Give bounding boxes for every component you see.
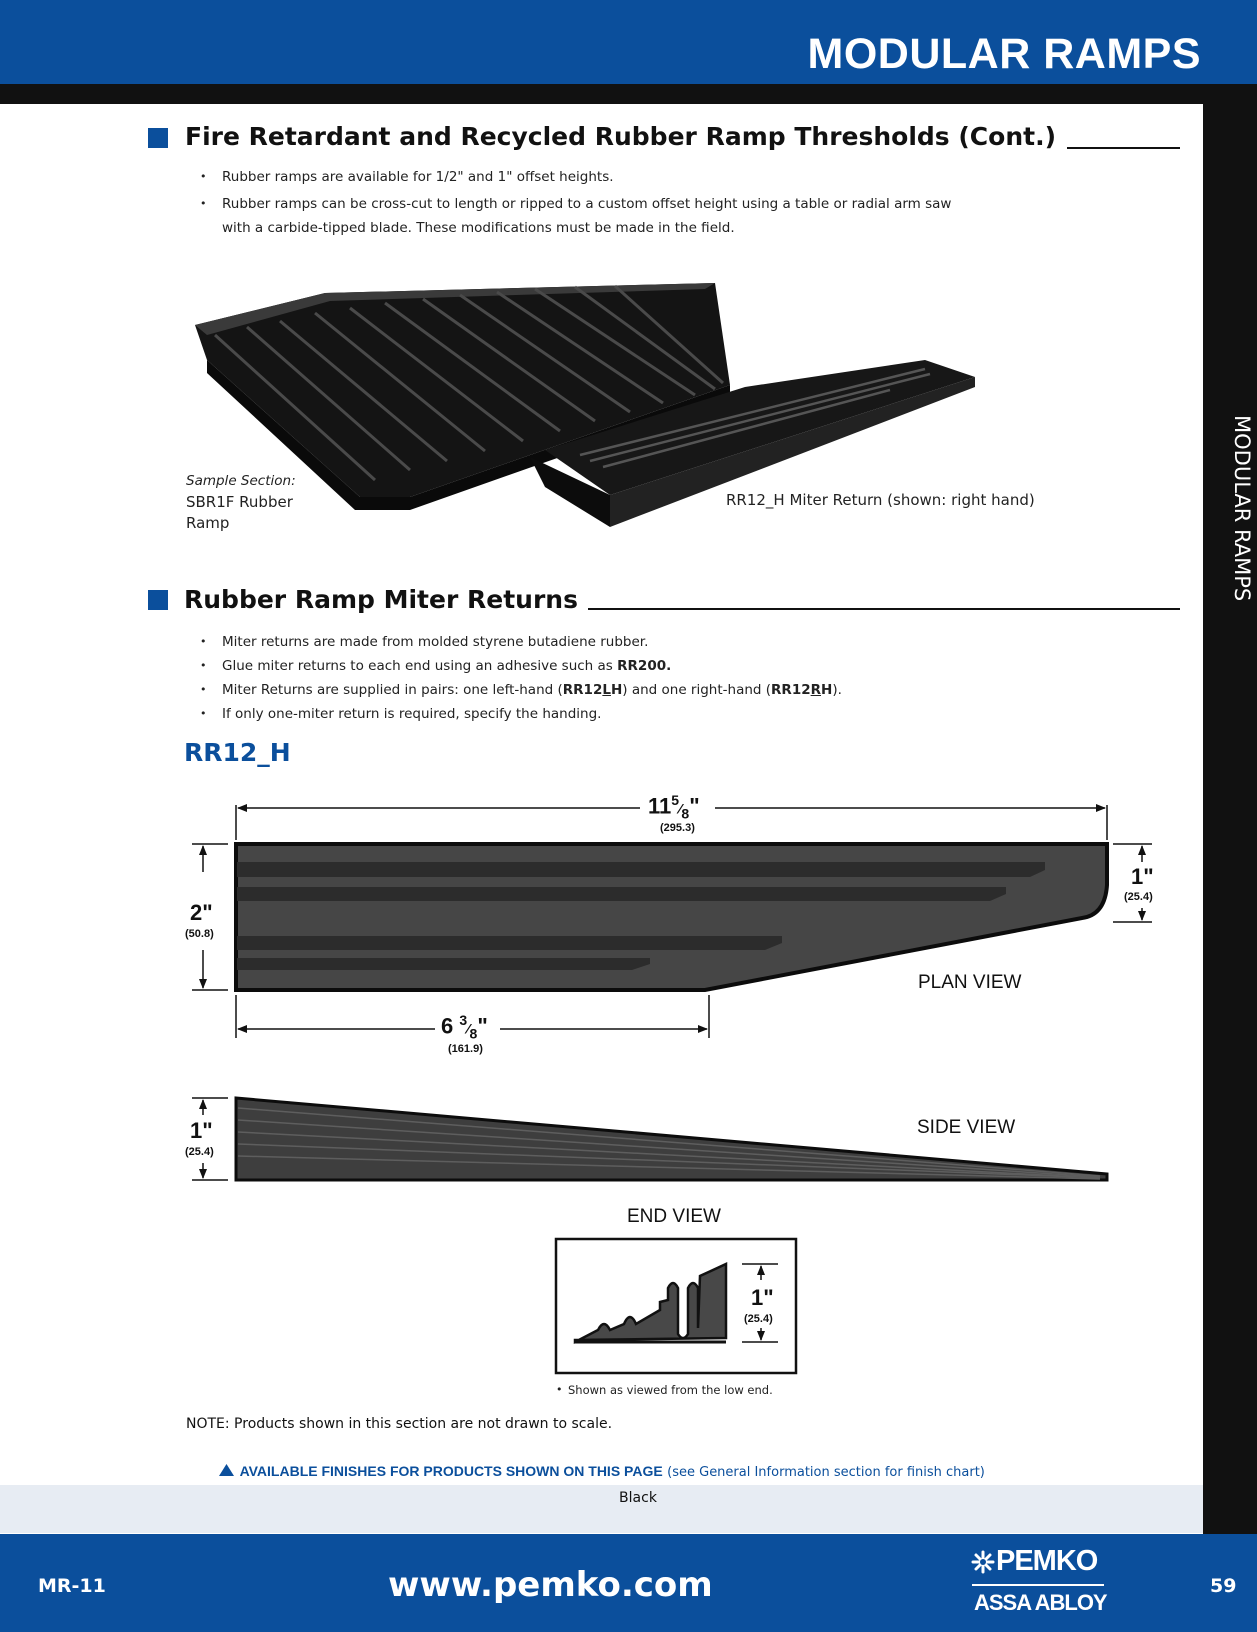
- list-item: [200, 702, 1100, 726]
- list-item-text: ) and one right-hand (: [622, 682, 772, 698]
- caption-text: SBR1F Rubber: [186, 493, 293, 511]
- plan-view-label: PLAN VIEW: [918, 972, 1022, 993]
- list-item-text: Rubber ramps can be cross-cut to length or ripped to a custom offset height using a table or radial arm saw: [222, 196, 952, 212]
- high-end-dimension-label: 1": [1131, 864, 1154, 889]
- list-item-text: Miter Returns are supplied in pairs: one left-hand (: [222, 682, 563, 698]
- taper-dimension-mm: (161.9): [448, 1043, 483, 1055]
- plan-view: [236, 844, 1107, 990]
- finishes-title: AVAILABLE FINISHES FOR PRODUCTS SHOWN ON THIS PAGE: [239, 1463, 663, 1479]
- list-item-text: Glue miter returns to each end using an adhesive such as: [222, 658, 613, 674]
- width-dimension-label: 2": [190, 900, 213, 925]
- finish-value: Black: [619, 1490, 657, 1506]
- list-item-text: Shown as viewed from the low end.: [568, 1383, 773, 1397]
- end-dimension-mm: (25.4): [744, 1313, 773, 1325]
- page-code: MR-11: [38, 1575, 106, 1597]
- list-item-text: Rubber ramps are available for 1/2" and 1" offset heights.: [222, 169, 614, 185]
- end-dimension-label: 1": [751, 1285, 774, 1310]
- finishes-subtitle: (see General Information section for finish chart): [667, 1465, 985, 1480]
- product-code: R: [810, 682, 822, 698]
- triangle-icon: [218, 1463, 235, 1477]
- product-code: H: [610, 682, 623, 698]
- dimension-fraction: 3: [459, 1012, 468, 1028]
- page-title: MODULAR RAMPS: [807, 30, 1201, 78]
- list-item: [200, 678, 1100, 702]
- side-dimension-label: 1": [190, 1118, 213, 1143]
- header-divider: [0, 84, 1257, 104]
- technical-drawing: [0, 790, 1200, 1400]
- width-dimension-mm: (50.8): [185, 928, 214, 940]
- side-view: [192, 1098, 1107, 1180]
- section-rule: [588, 608, 1180, 610]
- side-view-label: SIDE VIEW: [917, 1117, 1016, 1138]
- feature-list: [200, 165, 1100, 240]
- section-title: Rubber Ramp Miter Returns: [184, 585, 578, 614]
- list-item: [200, 630, 1100, 654]
- end-view-note: [556, 1380, 773, 1400]
- list-item-text: Miter returns are made from molded styrene butadiene rubber.: [222, 634, 649, 650]
- product-code: RR12: [562, 682, 603, 698]
- dimension-fraction: 8: [469, 1025, 478, 1042]
- list-item-text: ).: [832, 682, 842, 698]
- section-title: Fire Retardant and Recycled Rubber Ramp Thresholds (Cont.): [185, 122, 1056, 151]
- website-link[interactable]: www.pemko.com: [388, 1565, 713, 1605]
- side-dimension-mm: (25.4): [185, 1146, 214, 1158]
- pemko-logo-icon: [971, 1550, 995, 1574]
- photo-caption-right: RR12_H Miter Return (shown: right hand): [726, 491, 1035, 509]
- dimension-unit: ": [477, 1013, 488, 1039]
- dimension-fraction: 8: [681, 805, 690, 822]
- list-item: [200, 654, 1100, 678]
- scale-note: NOTE: Products shown in this section are not drawn to scale.: [186, 1416, 613, 1432]
- dimension-fraction: 5: [671, 792, 680, 808]
- section-marker: [148, 590, 168, 610]
- high-end-dimension-mm: (25.4): [1124, 891, 1153, 903]
- taper-dimension-label: 6 $^3⁄_8$": [441, 1012, 488, 1042]
- product-code: L: [602, 682, 611, 698]
- product-heading: RR12_H: [184, 738, 291, 767]
- section-rule: [1067, 147, 1180, 149]
- length-dimension-mm: (295.3): [660, 822, 695, 834]
- product-code: RR200.: [617, 658, 672, 674]
- photo-caption-left: [186, 471, 296, 534]
- brand-logo: PEMKO: [996, 1545, 1098, 1577]
- list-item: [556, 1380, 773, 1400]
- product-code: RR12: [771, 682, 811, 698]
- section-marker: [148, 128, 168, 148]
- dimension-unit: ": [689, 793, 700, 819]
- finishes-heading: [0, 1463, 1203, 1480]
- side-tab-label: MODULAR RAMPS: [1230, 415, 1254, 602]
- list-item-text: If only one-miter return is required, specify the handing.: [222, 706, 602, 722]
- parent-brand-logo: ASSA ABLOY: [974, 1590, 1107, 1615]
- list-item-text: with a carbide-tipped blade. These modifications must be made in the field.: [222, 220, 735, 236]
- product-code: H: [821, 682, 833, 698]
- dimension-value: 6: [441, 1013, 454, 1039]
- caption-label: Sample Section:: [186, 473, 296, 489]
- feature-list: [200, 630, 1100, 726]
- list-item: [200, 192, 1100, 240]
- end-view-label: END VIEW: [627, 1206, 721, 1227]
- length-dimension-label: $11^5⁄_8$": [648, 792, 700, 822]
- caption-text: Ramp: [186, 514, 230, 532]
- brand-divider: [972, 1584, 1104, 1586]
- dimension-value: 11: [648, 793, 672, 819]
- page-number: 59: [1210, 1575, 1237, 1597]
- list-item: [200, 165, 1100, 189]
